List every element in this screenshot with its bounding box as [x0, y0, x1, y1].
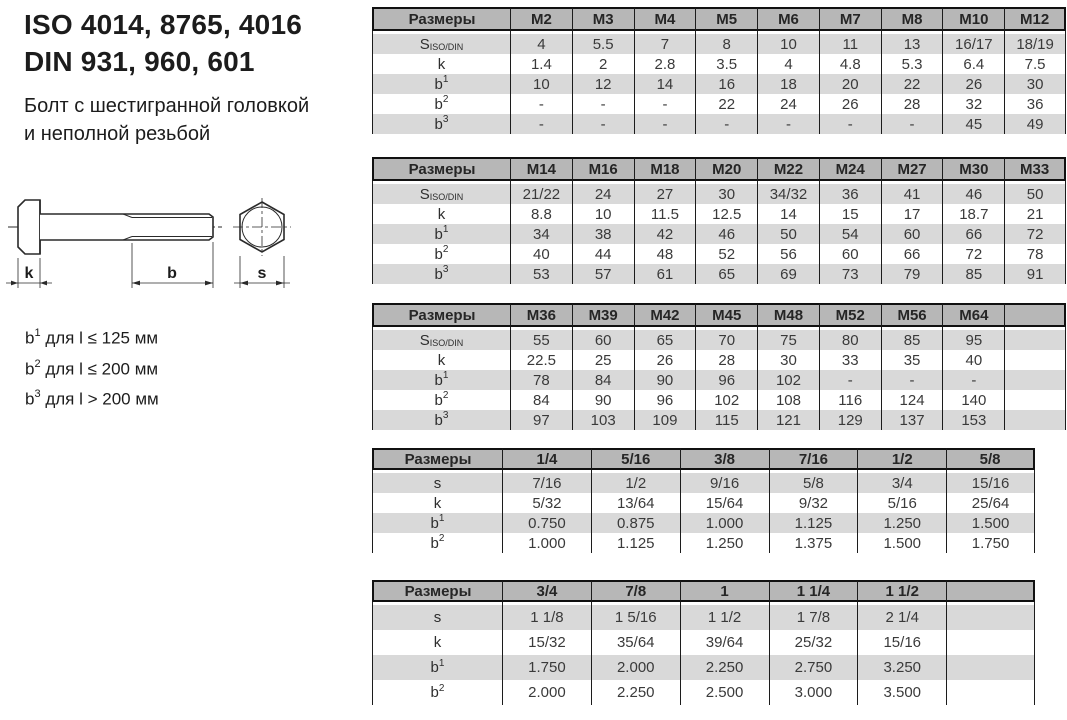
table-cell: 46: [695, 224, 757, 244]
column-header: M12: [1004, 7, 1066, 31]
table-cell: 33: [819, 350, 881, 370]
table-metric-m36-m64: [372, 303, 1066, 430]
table-row: [372, 330, 1066, 350]
table-cell: 137: [881, 410, 943, 430]
table-cell: 15/32: [502, 630, 591, 655]
row-label: s: [372, 605, 502, 630]
table-cell: 6.4: [942, 54, 1004, 74]
table-cell: 15/16: [857, 630, 946, 655]
column-header: 5/16: [591, 448, 680, 470]
table-cell: 3.500: [857, 680, 946, 705]
table-row: [372, 370, 1066, 390]
table-row: [372, 390, 1066, 410]
table-cell: 2.000: [502, 680, 591, 705]
table-cell: 5.3: [881, 54, 943, 74]
table-cell: 12.5: [695, 204, 757, 224]
table-row: [372, 410, 1066, 430]
table-cell: -: [881, 114, 943, 134]
table-header-row: [372, 448, 1035, 470]
table-cell: 75: [757, 330, 819, 350]
table-cell: 50: [757, 224, 819, 244]
table-cell: 5.5: [572, 34, 634, 54]
table-header-row: [372, 303, 1066, 327]
table-cell: 1.500: [857, 533, 946, 553]
table-cell: 49: [1004, 114, 1066, 134]
table-cell: 2.500: [680, 680, 769, 705]
table-cell: 1.375: [769, 533, 858, 553]
column-header: M20: [695, 157, 757, 181]
table-row: [372, 350, 1066, 370]
table-cell: 85: [942, 264, 1004, 284]
table-cell: 14: [757, 204, 819, 224]
column-header: M33: [1004, 157, 1066, 181]
table-row: [372, 630, 1035, 655]
table-cell: 32: [942, 94, 1004, 114]
note-b2: $b^2$ для l ≤ 200 мм: [25, 357, 159, 379]
table-cell: 24: [757, 94, 819, 114]
subtitle-line1: Болт с шестигранной головкой: [24, 95, 310, 117]
table-cell: 9/32: [769, 493, 858, 513]
note-b3: $b^3$ для l > 200 мм: [25, 388, 159, 409]
table-cell: 72: [1004, 224, 1066, 244]
table-cell: 66: [881, 244, 943, 264]
table-cell: -: [634, 94, 696, 114]
column-header: M56: [881, 303, 943, 327]
table-cell: 102: [695, 390, 757, 410]
table-cell: 11.5: [634, 204, 696, 224]
table-cell: 16: [695, 74, 757, 94]
table-cell: 50: [1004, 184, 1066, 204]
table-cell: 60: [572, 330, 634, 350]
table-cell: 95: [942, 330, 1004, 350]
table-cell: 34/32: [757, 184, 819, 204]
table-cell: 109: [634, 410, 696, 430]
table-cell: 44: [572, 244, 634, 264]
table-cell: 1/2: [591, 473, 680, 493]
column-header: 1/4: [502, 448, 591, 470]
table-cell: 40: [510, 244, 572, 264]
table-cell: 65: [695, 264, 757, 284]
table-cell: 26: [634, 350, 696, 370]
table-cell: 1.500: [946, 513, 1035, 533]
bolt-drawing: [0, 190, 340, 315]
column-header: M5: [695, 7, 757, 31]
table-cell: 26: [942, 74, 1004, 94]
corner-header-cell: Размеры: [372, 7, 510, 31]
table-cell: 54: [819, 224, 881, 244]
table-cell: 17: [881, 204, 943, 224]
table-cell: [946, 680, 1035, 705]
table-cell: 30: [695, 184, 757, 204]
table-inch-quarter-58: [372, 448, 1035, 553]
table-cell: 60: [819, 244, 881, 264]
table-cell: 96: [695, 370, 757, 390]
table-cell: [946, 630, 1035, 655]
table-cell: 45: [942, 114, 1004, 134]
table-cell: 20: [819, 74, 881, 94]
table-cell: [1004, 390, 1066, 410]
table-cell: 15: [819, 204, 881, 224]
table-cell: 16/17: [942, 34, 1004, 54]
table-cell: 66: [942, 224, 1004, 244]
table-row: [372, 204, 1066, 224]
row-label: b $^2$: [372, 680, 502, 705]
table-cell: 3.5: [695, 54, 757, 74]
table-cell: 38: [572, 224, 634, 244]
table-cell: 73: [819, 264, 881, 284]
table-cell: 79: [881, 264, 943, 284]
table-header-row: [372, 157, 1066, 181]
column-header: M22: [757, 157, 819, 181]
table-cell: 8: [695, 34, 757, 54]
table-cell: 2.250: [591, 680, 680, 705]
table-cell: [946, 655, 1035, 680]
table-row: [372, 34, 1066, 54]
row-label: k: [372, 493, 502, 513]
table-cell: 25/32: [769, 630, 858, 655]
table-cell: 25: [572, 350, 634, 370]
table-cell: 129: [819, 410, 881, 430]
column-header: M27: [881, 157, 943, 181]
table-cell: -: [819, 114, 881, 134]
table-cell: 7/16: [502, 473, 591, 493]
column-header: 3/4: [502, 580, 591, 602]
table-cell: 13: [881, 34, 943, 54]
row-label: b $^1$: [372, 370, 510, 390]
column-header: M36: [510, 303, 572, 327]
table-cell: [946, 605, 1035, 630]
table-cell: 57: [572, 264, 634, 284]
table-cell: 91: [1004, 264, 1066, 284]
table-cell: 42: [634, 224, 696, 244]
table-row: [372, 680, 1035, 705]
table-cell: 22: [881, 74, 943, 94]
table-cell: 56: [757, 244, 819, 264]
table-cell: 41: [881, 184, 943, 204]
subtitle-line2: и неполной резьбой: [24, 123, 211, 145]
table-cell: 3.000: [769, 680, 858, 705]
table-cell: 15/16: [946, 473, 1035, 493]
row-label: b $^1$: [372, 74, 510, 94]
table-cell: 65: [634, 330, 696, 350]
table-cell: 18.7: [942, 204, 1004, 224]
column-header: 1 1/4: [769, 580, 858, 602]
column-header: M64: [942, 303, 1004, 327]
column-header: 1: [680, 580, 769, 602]
table-cell: 140: [942, 390, 1004, 410]
table-cell: 0.750: [502, 513, 591, 533]
column-header: 7/16: [769, 448, 858, 470]
title-din: DIN 931, 960, 601: [24, 46, 255, 77]
table-cell: 1.000: [680, 513, 769, 533]
table-cell: 80: [819, 330, 881, 350]
table-cell: 1.250: [857, 513, 946, 533]
table-cell: 3/4: [857, 473, 946, 493]
table-cell: 24: [572, 184, 634, 204]
table-metric-m2-m12: [372, 7, 1066, 134]
table-cell: 52: [695, 244, 757, 264]
column-header: M4: [634, 7, 696, 31]
table-cell: 0.875: [591, 513, 680, 533]
corner-header-cell: Размеры: [372, 157, 510, 181]
table-cell: 102: [757, 370, 819, 390]
table-cell: 1.750: [502, 655, 591, 680]
row-label: b $^3$: [372, 114, 510, 134]
column-header: M42: [634, 303, 696, 327]
table-cell: 96: [634, 390, 696, 410]
table-cell: 1.750: [946, 533, 1035, 553]
table-cell: 84: [572, 370, 634, 390]
column-header: 3/8: [680, 448, 769, 470]
table-cell: 22.5: [510, 350, 572, 370]
table-cell: 36: [1004, 94, 1066, 114]
table-cell: 124: [881, 390, 943, 410]
row-label: S $_{ISO/DIN}$: [372, 330, 510, 350]
table-cell: 9/16: [680, 473, 769, 493]
table-cell: 2.250: [680, 655, 769, 680]
table-cell: 22: [695, 94, 757, 114]
table-cell: 1.4: [510, 54, 572, 74]
table-cell: 108: [757, 390, 819, 410]
table-cell: 5/32: [502, 493, 591, 513]
table-cell: -: [942, 370, 1004, 390]
table-cell: 2.750: [769, 655, 858, 680]
dim-label-b: b: [167, 265, 177, 282]
table-row: [372, 94, 1066, 114]
row-label: b $^2$: [372, 533, 502, 553]
row-label: b $^3$: [372, 410, 510, 430]
table-cell: 48: [634, 244, 696, 264]
table-cell: 4.8: [819, 54, 881, 74]
table-cell: 8.8: [510, 204, 572, 224]
row-label: S $_{ISO/DIN}$: [372, 184, 510, 204]
column-header: 1 1/2: [857, 580, 946, 602]
table-cell: 61: [634, 264, 696, 284]
table-cell: 7: [634, 34, 696, 54]
table-cell: [1004, 370, 1066, 390]
corner-header-cell: Размеры: [372, 580, 502, 602]
row-label: k: [372, 204, 510, 224]
page-subtitle: [24, 92, 309, 148]
table-cell: -: [572, 94, 634, 114]
table-cell: 85: [881, 330, 943, 350]
table-cell: 2 1/4: [857, 605, 946, 630]
table-cell: 2.000: [591, 655, 680, 680]
table-cell: 4: [510, 34, 572, 54]
column-header: M7: [819, 7, 881, 31]
column-header: M18: [634, 157, 696, 181]
table-cell: 39/64: [680, 630, 769, 655]
table-cell: 53: [510, 264, 572, 284]
table-row: [372, 224, 1066, 244]
table-cell: 25/64: [946, 493, 1035, 513]
row-label: S $_{ISO/DIN}$: [372, 34, 510, 54]
table-cell: 2.8: [634, 54, 696, 74]
table-header-row: [372, 7, 1066, 31]
table-cell: 1.125: [769, 513, 858, 533]
table-cell: [1004, 330, 1066, 350]
row-label: s: [372, 473, 502, 493]
table-row: [372, 605, 1035, 630]
table-cell: 78: [510, 370, 572, 390]
row-label: b $^2$: [372, 390, 510, 410]
column-header: 1/2: [857, 448, 946, 470]
title-iso: ISO 4014, 8765, 4016: [24, 9, 302, 40]
row-label: k: [372, 630, 502, 655]
table-cell: 1.250: [680, 533, 769, 553]
table-cell: 97: [510, 410, 572, 430]
column-header: 5/8: [946, 448, 1035, 470]
table-cell: 18: [757, 74, 819, 94]
table-cell: 69: [757, 264, 819, 284]
table-cell: 90: [634, 370, 696, 390]
table-cell: 12: [572, 74, 634, 94]
table-cell: 34: [510, 224, 572, 244]
row-label: b $^1$: [372, 224, 510, 244]
table-cell: 14: [634, 74, 696, 94]
table-cell: 3.250: [857, 655, 946, 680]
table-cell: -: [634, 114, 696, 134]
table-row: [372, 655, 1035, 680]
table-cell: 55: [510, 330, 572, 350]
table-cell: 5/16: [857, 493, 946, 513]
table-cell: 78: [1004, 244, 1066, 264]
table-cell: [1004, 350, 1066, 370]
table-cell: 5/8: [769, 473, 858, 493]
table-cell: 84: [510, 390, 572, 410]
table-cell: 90: [572, 390, 634, 410]
corner-header-cell: Размеры: [372, 303, 510, 327]
page-title: [24, 6, 302, 80]
thread-length-notes: [25, 321, 159, 413]
row-label: b $^3$: [372, 264, 510, 284]
table-cell: 36: [819, 184, 881, 204]
table-cell: 11: [819, 34, 881, 54]
row-label: b $^2$: [372, 244, 510, 264]
column-header: 7/8: [591, 580, 680, 602]
column-header: M14: [510, 157, 572, 181]
table-cell: 103: [572, 410, 634, 430]
column-header: M3: [572, 7, 634, 31]
table-cell: 28: [695, 350, 757, 370]
table-row: [372, 244, 1066, 264]
table-cell: 4: [757, 54, 819, 74]
table-cell: 10: [510, 74, 572, 94]
table-row: [372, 493, 1035, 513]
row-label: b $^1$: [372, 513, 502, 533]
table-cell: 40: [942, 350, 1004, 370]
table-cell: 30: [757, 350, 819, 370]
table-cell: -: [881, 370, 943, 390]
table-cell: 115: [695, 410, 757, 430]
column-header: M10: [942, 7, 1004, 31]
table-cell: 27: [634, 184, 696, 204]
table-cell: 116: [819, 390, 881, 410]
row-label: b $^1$: [372, 655, 502, 680]
table-row: [372, 473, 1035, 493]
table-cell: 1 7/8: [769, 605, 858, 630]
table-row: [372, 74, 1066, 94]
table-cell: -: [695, 114, 757, 134]
table-cell: -: [510, 114, 572, 134]
table-cell: -: [510, 94, 572, 114]
table-cell: 21: [1004, 204, 1066, 224]
table-cell: 7.5: [1004, 54, 1066, 74]
row-label: b $^2$: [372, 94, 510, 114]
table-cell: [1004, 410, 1066, 430]
table-cell: 72: [942, 244, 1004, 264]
table-cell: 70: [695, 330, 757, 350]
table-cell: 60: [881, 224, 943, 244]
table-cell: 1 5/16: [591, 605, 680, 630]
column-header: [1004, 303, 1066, 327]
bolt-head-side: [18, 200, 40, 254]
table-cell: 15/64: [680, 493, 769, 513]
table-cell: 35/64: [591, 630, 680, 655]
table-inch-34-112: [372, 580, 1035, 705]
table-cell: 28: [881, 94, 943, 114]
table-cell: 1.125: [591, 533, 680, 553]
table-cell: 153: [942, 410, 1004, 430]
table-cell: 30: [1004, 74, 1066, 94]
column-header: M16: [572, 157, 634, 181]
column-header: M6: [757, 7, 819, 31]
column-header: M48: [757, 303, 819, 327]
column-header: M52: [819, 303, 881, 327]
dim-label-k: k: [24, 265, 34, 282]
table-cell: 10: [757, 34, 819, 54]
table-row: [372, 513, 1035, 533]
table-row: [372, 184, 1066, 204]
table-cell: 21/22: [510, 184, 572, 204]
table-cell: 1.000: [502, 533, 591, 553]
column-header: M2: [510, 7, 572, 31]
column-header: M24: [819, 157, 881, 181]
table-cell: 1 1/2: [680, 605, 769, 630]
table-header-row: [372, 580, 1035, 602]
column-header: M45: [695, 303, 757, 327]
table-row: [372, 54, 1066, 74]
note-b1: $b^1$ для l ≤ 125 мм: [25, 327, 159, 348]
dim-label-s: s: [257, 265, 267, 282]
table-cell: 18/19: [1004, 34, 1066, 54]
table-row: [372, 264, 1066, 284]
table-cell: 10: [572, 204, 634, 224]
column-header: M8: [881, 7, 943, 31]
corner-header-cell: Размеры: [372, 448, 502, 470]
table-cell: -: [819, 370, 881, 390]
table-cell: 1 1/8: [502, 605, 591, 630]
table-cell: 13/64: [591, 493, 680, 513]
row-label: k: [372, 350, 510, 370]
column-header: M39: [572, 303, 634, 327]
table-cell: 2: [572, 54, 634, 74]
table-cell: 46: [942, 184, 1004, 204]
table-cell: 35: [881, 350, 943, 370]
row-label: k: [372, 54, 510, 74]
table-metric-m14-m33: [372, 157, 1066, 284]
column-header: M30: [942, 157, 1004, 181]
table-row: [372, 114, 1066, 134]
table-row: [372, 533, 1035, 553]
table-cell: -: [757, 114, 819, 134]
table-cell: 26: [819, 94, 881, 114]
table-cell: -: [572, 114, 634, 134]
table-cell: 121: [757, 410, 819, 430]
column-header: [946, 580, 1035, 602]
